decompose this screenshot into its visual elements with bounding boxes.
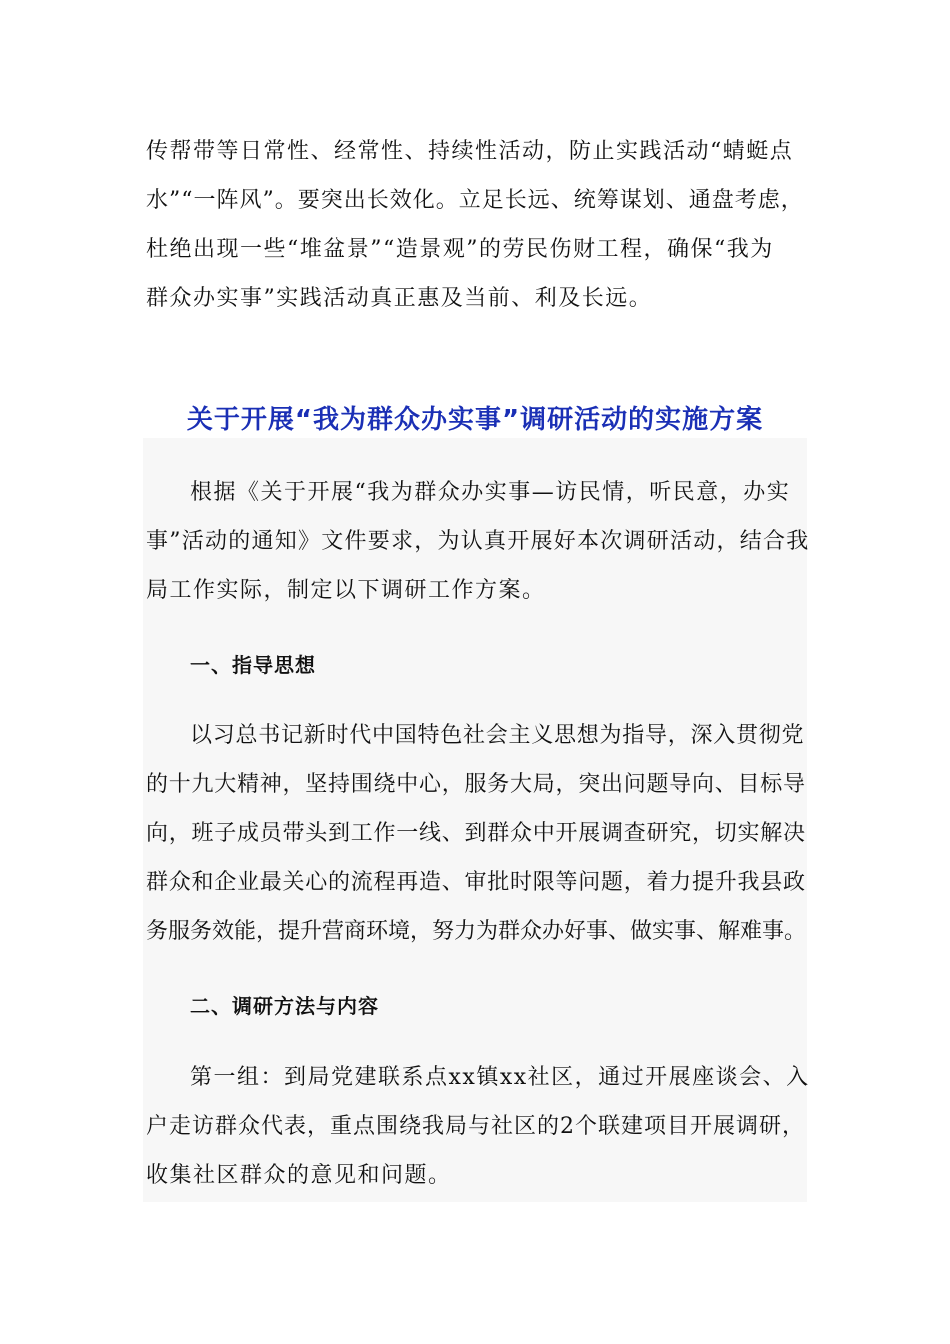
section-heading-guiding-ideology: 一、指导思想 xyxy=(190,653,316,677)
section-2-line-3: 收集社区群众的意见和问题。 xyxy=(146,1163,452,1188)
section-heading-research-methods: 二、调研方法与内容 xyxy=(190,994,379,1018)
section-2-line-1: 第一组：到局党建联系点xx镇xx社区，通过开展座谈会、入 xyxy=(190,1065,810,1090)
intro-line-2: 水”“一阵风”。要突出长效化。立足长远、统筹谋划、通盘考虑， xyxy=(146,188,804,213)
intro-line-1: 传帮带等日常性、经常性、持续性活动，防止实践活动“蜻蜓点 xyxy=(146,139,794,164)
document-title: 关于开展“我为群众办实事”调研活动的实施方案 xyxy=(186,405,764,435)
section-1-line-2: 的十九大精神，坚持围绕中心，服务大局，突出问题导向、目标导 xyxy=(146,772,806,797)
section-1-line-5: 务服务效能，提升营商环境，努力为群众办好事、做实事、解难事。 xyxy=(146,919,807,944)
opening-line-3: 局工作实际，制定以下调研工作方案。 xyxy=(146,578,546,603)
opening-line-2: 事”活动的通知》文件要求，为认真开展好本次调研活动，结合我 xyxy=(146,529,810,554)
section-1-line-4: 群众和企业最关心的流程再造、审批时限等问题，着力提升我县政 xyxy=(146,870,806,895)
opening-line-1: 根据《关于开展“我为群众办实事—访民情，听民意，办实 xyxy=(190,480,791,505)
section-1-line-3: 向，班子成员带头到工作一线、到群众中开展调查研究，切实解决 xyxy=(146,821,806,846)
section-2-line-2: 户走访群众代表，重点围绕我局与社区的2个联建项目开展调研， xyxy=(146,1114,805,1139)
section-1-line-1: 以习总书记新时代中国特色社会主义思想为指导，深入贯彻党 xyxy=(190,723,805,748)
intro-line-3: 杜绝出现一些“堆盆景”“造景观”的劳民伤财工程，确保“我为 xyxy=(146,237,774,262)
intro-line-4: 群众办实事”实践活动真正惠及当前、利及长远。 xyxy=(146,286,653,311)
